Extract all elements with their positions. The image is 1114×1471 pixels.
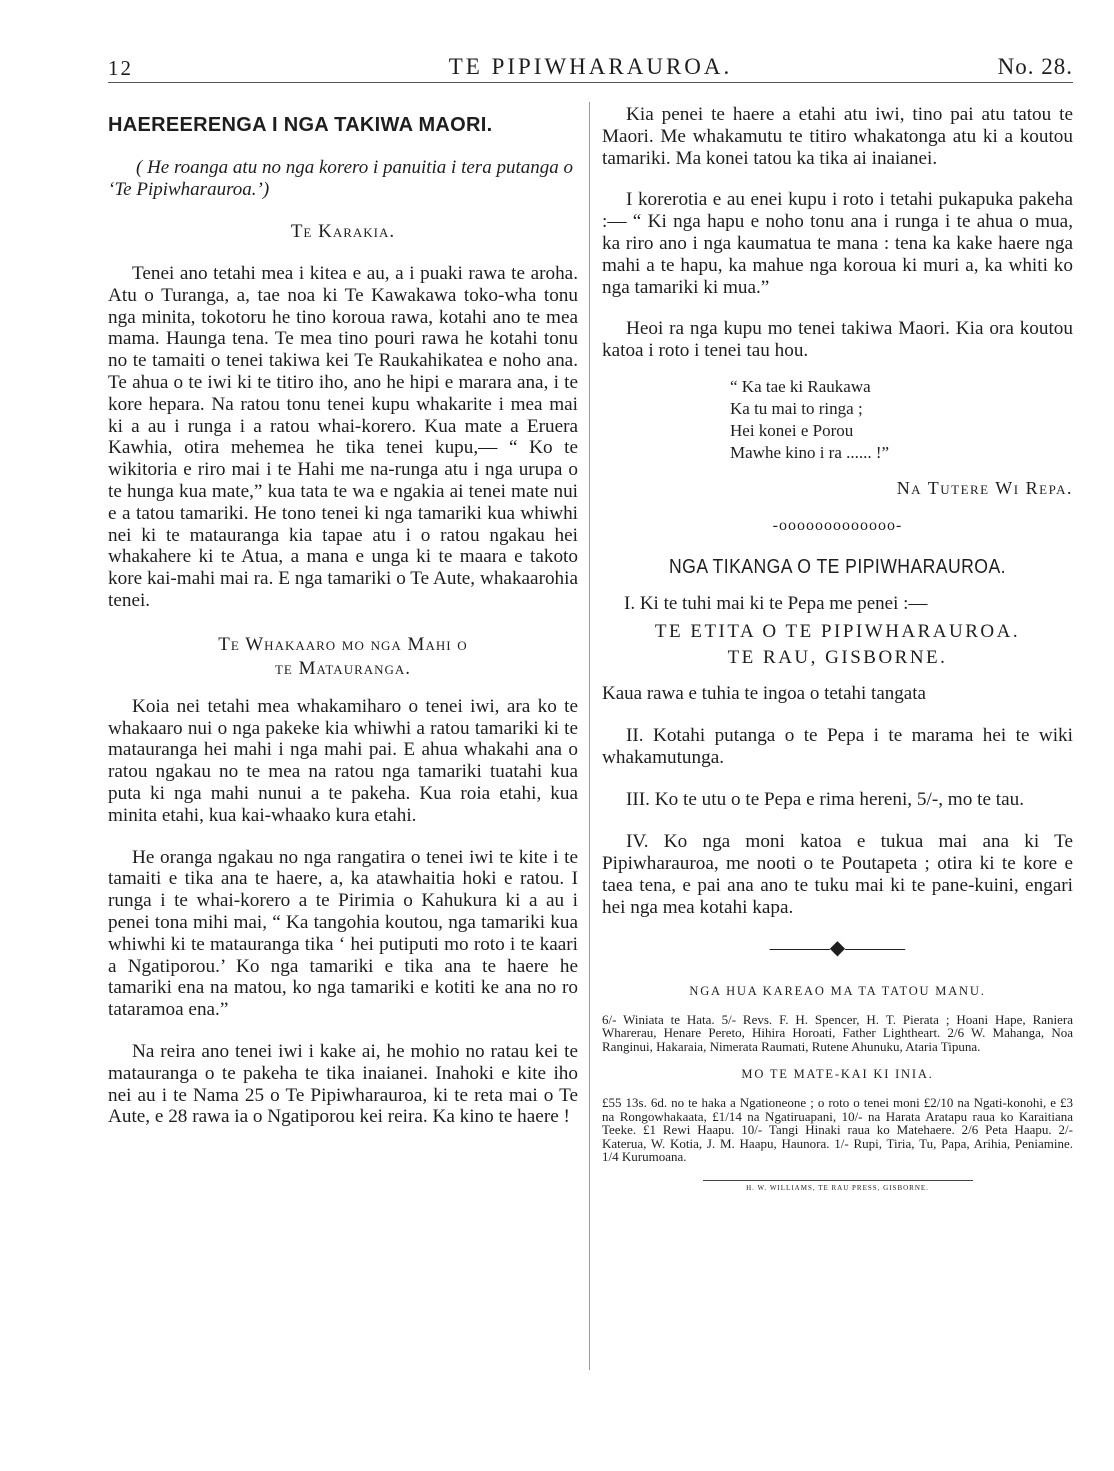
ornament-divider: -ooooooooooooo- xyxy=(772,516,903,534)
rule-item-1: I. Ki te tuhi mai ki te Pepa me penei :— xyxy=(624,592,928,614)
masthead-title: TE PIPIWHARAUROA. xyxy=(448,54,733,79)
article-subheading: ( He roanga atu no nga korero i panuitia i tera putanga o ‘Te Pipiwharauroa.’) xyxy=(108,157,573,200)
rule-item-4: IV. Ko nga moni katoa e tukua mai ana ki Te Pipiwharauroa, me nooti o te Poutapeta ; otira ki te kore e taea tena, e pai ana ano te tuku mai ki te pane-kuini, engari hei nga mea kotahi kapa. xyxy=(602,830,1073,918)
paragraph: Heoi ra nga kupu mo tenei takiwa Maori. Kia ora koutou katoa i roto i tenei tau hou. xyxy=(602,318,1073,362)
left-column xyxy=(108,100,578,1128)
rule-item-3: III. Ko te utu o te Pepa e rima hereni, 5/-, mo te tau. xyxy=(626,788,1025,810)
subscriptions-heading: NGA HUA KAREAO MA TA TATOU MANU. xyxy=(689,983,986,998)
paragraph: Kia penei te haere a etahi atu iwi, tino pai atu tatou te Maori. Me whakamutu te titiro whakatonga atu ki a koutou tamariki. Ma konei tatou ka tika ai inaianei. xyxy=(602,104,1073,169)
section-title-whakaaro: Te Whakaaro mo nga Mahi o xyxy=(218,633,468,655)
poem-line: Ka tu mai to ringa ; xyxy=(730,398,863,418)
imprint-rule xyxy=(703,1180,973,1181)
issue-number: No. 28. xyxy=(997,54,1073,79)
column-divider xyxy=(589,102,590,1370)
printer-imprint: H. W. WILLIAMS, TE RAU PRESS, GISBORNE. xyxy=(746,1183,929,1192)
donations-heading: MO TE MATE-KAI KI INIA. xyxy=(741,1067,934,1082)
paragraph: He oranga ngakau no nga rangatira o tenei iwi te kite i te tamaiti e tika ana te haere, a, ka atawhaitia hoki e ratou. I runga i te whai-korero a te Pirimia o Kahukura ki a au i penei tona mihi mai, “ Ka tangohia koutou, nga tamariki kua whiwhi ki te matauranga tika ‘ hei putiputi mo roto i te kaari a Ngatiporou.’ Ko nga tamariki e tika ana te haere he tamariki ena na matou, ko nga tamariki e kotiti ke ana no ro tataramoa ena.” xyxy=(108,846,578,1021)
author-signature: Na Tutere Wi Repa. xyxy=(896,477,1073,498)
poem-line: Mawhe kino i ra ...... !” xyxy=(730,442,890,462)
rule-item-2: II. Kotahi putanga o te Pepa i te marama hei te wiki whakamutunga. xyxy=(602,724,1073,768)
section-title-karakia: Te Karakia. xyxy=(290,221,396,242)
rules-heading: NGA TIKANGA O TE PIPIWHARAUROA. xyxy=(669,554,1006,578)
right-column xyxy=(602,100,1073,1192)
section-title-whakaaro-line2: te Matauranga. xyxy=(274,657,412,679)
poem xyxy=(602,376,1073,464)
paragraph: Na reira ano tenei iwi i kake ai, he mohio no ratau kei te matauranga o te pakeha te tika inaianei. Inahoki e kite iho nei au i te Nama 25 o Te Pipiwharauroa, ki te reta mai o Te Aute, e 28 rawa ia o Ngatiporou kei reira. Ka kino te haere ! xyxy=(108,1040,578,1128)
rule-note: Kaua rawa e tuhia te ingoa o tetahi tangata xyxy=(602,682,926,704)
poem-line: Hei konei e Porou xyxy=(730,420,854,440)
address-line-1: TE ETITA O TE PIPIWHARAUROA. xyxy=(654,620,1021,642)
poem-line: “ Ka tae ki Raukawa xyxy=(730,376,871,396)
donations-list: £55 13s. 6d. no te haka a Ngationeone ; o roto o tenei moni £2/10 na Ngati-konohi, e £3 na Rongowhakaata, £1/14 na Ngatiruapani, 10/- na Harata Aratapu raua ko Karaitiana Teeke. £1 Rewi Haapu. 10/- Tangi Hinaki raua ko Matehaere. 2/6 Peta Haapu. 2/- Katerua, W. Kotia, J. M. Haapu, Haunora. 1/- Rupi, Tiria, Tu, Papa, Arihia, Peniamine. 1/4 Kurumoana. xyxy=(602,1095,1073,1165)
paragraph: Koia nei tetahi mea whakamiharo o tenei iwi, ara ko te whakaaro nui o nga pakeke kia whiwhi a ratou tamariki ki te matauranga hei mahi i nga mahi pai. E ahua whakahi ana o ratou ngakau no te mea na ratou nga tamariki tuatahi kua puta ki nga mahi nunui a te pakeha. Kua roia etahi, kua minita etahi, kua kai-whaako kura etahi. xyxy=(108,695,578,826)
paragraph: Tenei ano tetahi mea i kitea e au, a i puaki rawa te aroha. Atu o Turanga, a, tae noa ki Te Kawakawa toko-wha tonu nga minita, tokotoru he tino koroua rawa, kotahi ano te mea mama. Haunga tena. Te mea tino pouri rawa he kotahi tonu no te tamaiti o tenei takiwa kei Te Raukahikatea e noho ana. Te ahua o te iwi ki te titiro iho, ano he hipi e marara ana, i te kore hepara. Na ratou tonu tenei kupu whakarite i mea mai ki a au i runga i a ratou whai-korero. Kua mate a Eruera Kawhia, otira mehemea he tika tenei kupu,— “ Ko te wikitoria e riro mai i te Hahi me na-runga atu i nga urupa o te hunga kua mate,” kua tata te wa e ngakia ai tenei mate nui e a tatou tamariki. He tono tenei ki nga tamariki kua whiwhi nei ki te matauranga kia tapae atu i o ratou ngakau hei whakahere ki te Atua, a mana e unga ki te maara e takoto kore kai-mahi mai ra. E nga tamariki o Te Aute, whakaarohia tenei. xyxy=(108,263,578,611)
page-number: 12 xyxy=(108,56,133,80)
address-line-2: TE RAU, GISBORNE. xyxy=(727,646,948,668)
page-header xyxy=(108,54,1073,83)
subscriptions-list: 6/- Winiata te Hata. 5/- Revs. F. H. Spencer, H. T. Pierata ; Hoani Hape, Raniera Wharerau, Henare Pereto, Hihira Horoati, Father Lightheart. 2/6 W. Mahanga, Noa Ranginui, Hakaraia, Nimerata Raumati, Rutene Ahunuku, Ataria Tipuna. xyxy=(602,1011,1073,1054)
paragraph: I korerotia e au enei kupu i roto i tetahi pukapuka pakeha :— “ Ki nga hapu e noho tonu ana i runga i te ahua o mua, ka riro ano i nga kaumatua te mana : tena ka kake haere nga mahi a te hapu, ka mahue nga koroua ki muri a, ka whiti ko nga tamariki ki mua.” xyxy=(602,189,1073,298)
ornament-rule: ———◆——— xyxy=(769,936,906,959)
article-heading: HAEREERENGA I NGA TAKIWA MAORI. xyxy=(108,114,493,136)
